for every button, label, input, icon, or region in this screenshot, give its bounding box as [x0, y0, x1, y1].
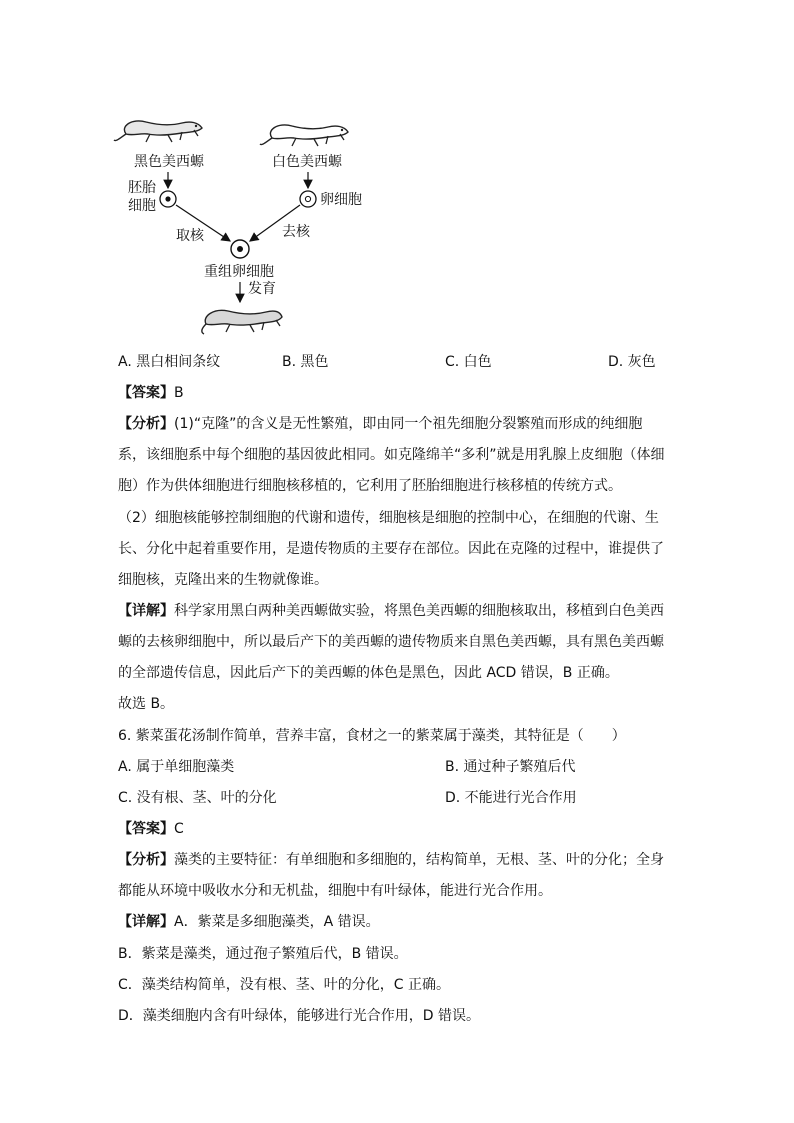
q5-detail-line-3: 的全部遗传信息，因此后产下的美西螈的体色是黑色，因此 ACD 错误，B 正确。	[118, 665, 619, 681]
q5-answer-tag: 【答案】	[118, 385, 174, 401]
embryo-label-line1: 胚胎	[128, 180, 156, 196]
q6-analysis-tag: 【分析】	[118, 852, 174, 868]
black-salamander-icon	[114, 121, 202, 142]
q5-option-c: C. 白色	[445, 354, 492, 370]
q6-detail-line-4: D．藻类细胞内含有叶绿体，能够进行光合作用，D 错误。	[118, 1008, 481, 1024]
q5-conclusion: 故选 B。	[118, 696, 175, 712]
embryo-label-line2: 细胞	[128, 198, 156, 214]
q6-analysis-text-1: 藻类的主要特征：有单细胞和多细胞的，结构简单，无根、茎、叶的分化；全身	[174, 852, 664, 868]
q6-detail-line-2: B．紫菜是藻类，通过孢子繁殖后代，B 错误。	[118, 946, 408, 962]
q6-detail-tag: 【详解】	[118, 914, 174, 930]
develop-label: 发育	[248, 281, 276, 297]
q6-detail-line-3: C．藻类结构简单，没有根、茎、叶的分化，C 正确。	[118, 977, 450, 993]
q6-answer-tag: 【答案】	[118, 821, 174, 837]
q6-analysis-line-1	[118, 850, 664, 870]
q6-detail-line-1	[118, 912, 380, 932]
q5-option-d: D. 灰色	[608, 354, 656, 370]
q5-detail-tag: 【详解】	[118, 603, 174, 619]
q6-analysis-line-2: 都能从环境中吸收水分和无机盐，细胞中有叶绿体，能进行光合作用。	[118, 883, 552, 899]
q6-option-b: B. 通过种子繁殖后代	[445, 759, 576, 775]
q5-option-b: B. 黑色	[282, 354, 329, 370]
q5-answer	[118, 383, 184, 403]
q6-option-d: D. 不能进行光合作用	[445, 790, 577, 806]
q6-answer	[118, 819, 184, 839]
q5-analysis-line-4: （2）细胞核能够控制细胞的代谢和遗传，细胞核是细胞的控制中心，在细胞的代谢、生	[118, 510, 659, 526]
q6-option-a: A. 属于单细胞藻类	[118, 759, 235, 775]
q5-detail-line-2: 螈的去核卵细胞中，所以最后产下的美西螈的遗传物质来自黑色美西螈，具有黑色美西螈	[118, 634, 664, 650]
q6-question: 6. 紫菜蛋花汤制作简单，营养丰富，食材之一的紫菜属于藻类，其特征是（ ）	[118, 728, 626, 744]
egg-cell-label: 卵细胞	[320, 192, 362, 208]
recombined-cell-label: 重组卵细胞	[204, 264, 274, 280]
white-salamander-icon	[260, 125, 348, 146]
black-salamander-label: 黑色美西螈	[134, 154, 204, 170]
q5-analysis-line-3: 胞）作为供体细胞进行细胞核移植的，它利用了胚胎细胞进行核移植的传统方式。	[118, 478, 622, 494]
q5-analysis-line-6: 细胞核，克隆出来的生物就像谁。	[118, 572, 328, 588]
q5-answer-value: B	[174, 385, 184, 401]
diagram-graphics	[110, 112, 370, 344]
q6-answer-value: C	[174, 821, 184, 837]
q5-analysis-line-2: 系，该细胞系中每个细胞的基因彼此相同。如克隆绵羊“多利”就是用乳腺上皮细胞（体细	[118, 447, 665, 463]
q5-analysis-line-1	[118, 414, 642, 434]
q6-detail-text-1: A．紫菜是多细胞藻类，A 错误。	[174, 914, 380, 930]
offspring-salamander-icon	[202, 310, 282, 334]
q5-detail-text-1: 科学家用黑白两种美西螈做实验，将黑色美西螈的细胞核取出，移植到白色美西	[174, 603, 664, 619]
white-salamander-label: 白色美西螈	[272, 154, 342, 170]
cloning-diagram	[110, 112, 370, 344]
q5-analysis-tag: 【分析】	[118, 416, 174, 432]
q5-detail-line-1	[118, 601, 664, 621]
take-nucleus-label: 取核	[176, 228, 204, 244]
q6-option-c: C. 没有根、茎、叶的分化	[118, 790, 277, 806]
q5-analysis-text-1: (1)“克隆”的含义是无性繁殖，即由同一个祖先细胞分裂繁殖而形成的纯细胞	[174, 416, 643, 432]
remove-nucleus-label: 去核	[282, 224, 310, 240]
q5-option-a: A. 黑白相间条纹	[118, 354, 221, 370]
q5-analysis-line-5: 长、分化中起着重要作用，是遗传物质的主要存在部位。因此在克隆的过程中，谁提供了	[118, 541, 664, 557]
